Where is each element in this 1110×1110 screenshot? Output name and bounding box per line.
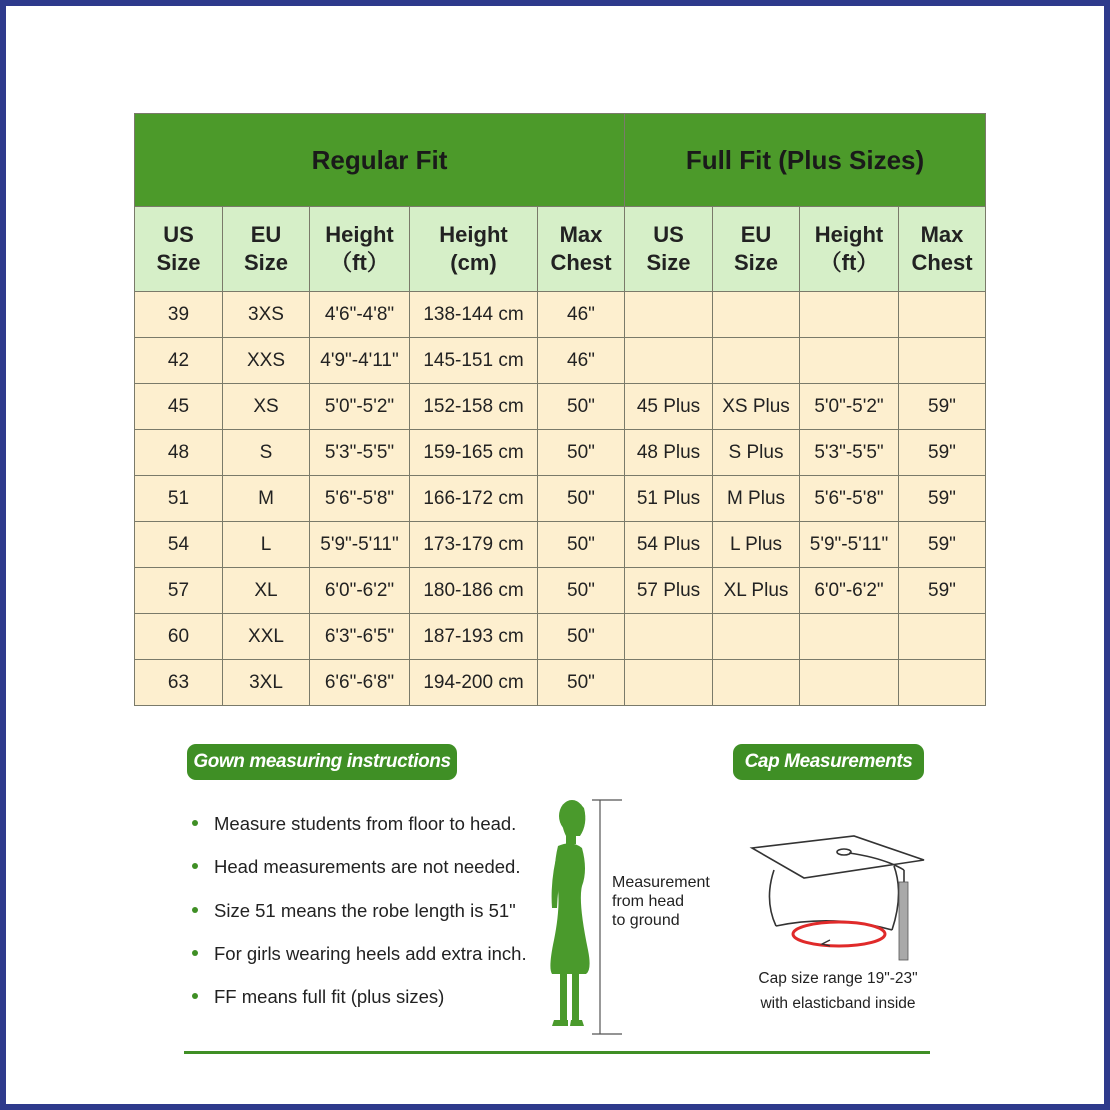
table-cell <box>625 660 713 706</box>
measurement-note-line-2: from head <box>612 893 685 910</box>
column-header-line: Height <box>439 222 508 247</box>
table-cell: 166-172 cm <box>410 476 538 522</box>
column-header-regular <box>310 207 410 292</box>
bullet-dot-icon <box>192 863 198 869</box>
table-row <box>135 614 986 660</box>
table-cell: XS Plus <box>713 384 800 430</box>
table-cell: 59" <box>899 476 986 522</box>
list-item <box>192 849 527 892</box>
table-cell: 48 <box>135 430 223 476</box>
column-header-line: (cm) <box>450 250 497 275</box>
table-cell: 4'9"-4'11" <box>310 338 410 384</box>
table-cell: 5'0"-5'2" <box>310 384 410 430</box>
column-header-line: Height <box>814 222 884 247</box>
table-cell: XS <box>223 384 310 430</box>
list-item <box>192 893 527 936</box>
table-cell: 50" <box>538 430 625 476</box>
table-cell: 5'6"-5'8" <box>800 476 899 522</box>
table-row <box>135 338 986 384</box>
column-header-regular <box>538 207 625 292</box>
table-cell: XXS <box>223 338 310 384</box>
table-body <box>135 292 986 706</box>
column-header-line: Chest <box>550 250 612 275</box>
column-header-line: Max <box>559 222 603 247</box>
bullet-text: FF means full fit (plus sizes) <box>214 986 445 1008</box>
table-cell: 45 <box>135 384 223 430</box>
size-table <box>134 113 986 706</box>
column-header-full <box>800 207 899 292</box>
table-row <box>135 660 986 706</box>
table-cell <box>713 338 800 384</box>
table-cell: M Plus <box>713 476 800 522</box>
table-cell: 6'6"-6'8" <box>310 660 410 706</box>
column-header-full <box>899 207 986 292</box>
table-cell: 63 <box>135 660 223 706</box>
table-cell: 59" <box>899 522 986 568</box>
table-cell: 46" <box>538 338 625 384</box>
measurement-note-line-3: to ground <box>612 912 680 929</box>
table-cell: 59" <box>899 568 986 614</box>
table-cell: 5'9"-5'11" <box>800 522 899 568</box>
table-cell: 6'0"-6'2" <box>800 568 899 614</box>
table-cell: 159-165 cm <box>410 430 538 476</box>
table-cell: 173-179 cm <box>410 522 538 568</box>
table-cell <box>625 614 713 660</box>
table-cell: 5'9"-5'11" <box>310 522 410 568</box>
table-row <box>135 384 986 430</box>
table-cell <box>800 338 899 384</box>
table-cell: 50" <box>538 476 625 522</box>
column-header-full <box>713 207 800 292</box>
measurement-note-line-1: Measurement <box>612 874 710 891</box>
table-cell: 59" <box>899 384 986 430</box>
table-cell: 5'0"-5'2" <box>800 384 899 430</box>
table-cell: 39 <box>135 292 223 338</box>
gown-instructions-heading: Gown measuring instructions <box>187 744 457 780</box>
table-cell: 187-193 cm <box>410 614 538 660</box>
bullet-text: Size 51 means the robe length is 51" <box>214 899 516 921</box>
list-item <box>192 806 527 849</box>
table-cell: 145-151 cm <box>410 338 538 384</box>
table-cell: 194-200 cm <box>410 660 538 706</box>
column-header-full <box>625 207 713 292</box>
gown-instructions-list <box>192 806 527 1022</box>
list-item <box>192 936 527 979</box>
column-header-line: （ft） <box>819 250 879 275</box>
table-cell: 48 Plus <box>625 430 713 476</box>
table-cell <box>625 338 713 384</box>
table-cell: 59" <box>899 430 986 476</box>
cap-size-note <box>744 966 932 1016</box>
table-cell <box>713 292 800 338</box>
bullet-dot-icon <box>192 820 198 826</box>
table-cell <box>899 614 986 660</box>
graduation-cap-icon <box>744 830 934 962</box>
table-cell: 42 <box>135 338 223 384</box>
table-cell <box>713 614 800 660</box>
full-fit-header: Full Fit (Plus Sizes) <box>625 114 986 207</box>
column-header-regular <box>135 207 223 292</box>
table-row <box>135 522 986 568</box>
column-header-line: （ft） <box>330 250 389 275</box>
list-item <box>192 979 527 1022</box>
column-header-line: EU <box>250 222 282 247</box>
table-cell: 5'6"-5'8" <box>310 476 410 522</box>
measurement-note <box>612 873 710 930</box>
table-cell <box>899 292 986 338</box>
table-cell: 50" <box>538 660 625 706</box>
table-cell: 50" <box>538 614 625 660</box>
column-header-line: EU <box>740 222 772 247</box>
column-header-regular <box>410 207 538 292</box>
column-header-line: Size <box>243 250 289 275</box>
table-cell: 3XL <box>223 660 310 706</box>
table-cell: S Plus <box>713 430 800 476</box>
table-cell <box>713 660 800 706</box>
column-header-line: Chest <box>911 250 973 275</box>
table-cell: 3XS <box>223 292 310 338</box>
cap-size-range: Cap size range 19"-23" <box>758 970 918 987</box>
column-header-line: Max <box>920 222 964 247</box>
table-cell: 45 Plus <box>625 384 713 430</box>
column-header-line: US <box>653 222 684 247</box>
table-cell: 6'3"-6'5" <box>310 614 410 660</box>
table-cell: 54 <box>135 522 223 568</box>
table-cell: 60 <box>135 614 223 660</box>
table-cell: 50" <box>538 384 625 430</box>
table-cell: 138-144 cm <box>410 292 538 338</box>
table-row <box>135 292 986 338</box>
table-cell: 5'3"-5'5" <box>800 430 899 476</box>
table-cell: 50" <box>538 522 625 568</box>
column-header-line: Size <box>646 250 691 275</box>
column-header-line: Size <box>156 250 201 275</box>
table-cell <box>800 660 899 706</box>
table-cell: XXL <box>223 614 310 660</box>
cap-measurements-heading: Cap Measurements <box>733 744 924 780</box>
table-cell: 51 <box>135 476 223 522</box>
table-cell: L Plus <box>713 522 800 568</box>
table-cell: 57 Plus <box>625 568 713 614</box>
table-cell: 46" <box>538 292 625 338</box>
column-header-line: Height <box>325 222 394 247</box>
bottom-divider <box>184 1051 930 1054</box>
bullet-dot-icon <box>192 950 198 956</box>
table-cell: 54 Plus <box>625 522 713 568</box>
table-row <box>135 476 986 522</box>
regular-fit-header: Regular Fit <box>135 114 625 207</box>
column-header-row <box>135 207 986 292</box>
table-cell: 50" <box>538 568 625 614</box>
bullet-dot-icon <box>192 993 198 999</box>
table-cell: 5'3"-5'5" <box>310 430 410 476</box>
table-row <box>135 430 986 476</box>
bullet-text: Measure students from floor to head. <box>214 813 517 834</box>
table-cell: 4'6"-4'8" <box>310 292 410 338</box>
bullet-dot-icon <box>192 907 198 913</box>
bullet-text: For girls wearing heels add extra inch. <box>214 942 527 964</box>
table-cell: 51 Plus <box>625 476 713 522</box>
table-cell <box>800 292 899 338</box>
table-cell <box>800 614 899 660</box>
table-cell <box>899 338 986 384</box>
table-cell: 6'0"-6'2" <box>310 568 410 614</box>
bullet-text: Head measurements are not needed. <box>214 856 521 878</box>
column-header-regular <box>223 207 310 292</box>
cap-elastic-note: with elasticband inside <box>760 995 916 1012</box>
table-cell: 180-186 cm <box>410 568 538 614</box>
size-chart-frame <box>6 6 1104 1104</box>
table-cell: XL <box>223 568 310 614</box>
column-header-line: Size <box>733 250 779 275</box>
table-cell: XL Plus <box>713 568 800 614</box>
table-cell: 152-158 cm <box>410 384 538 430</box>
table-row <box>135 568 986 614</box>
table-cell: M <box>223 476 310 522</box>
column-header-line: US <box>163 222 194 247</box>
table-cell: S <box>223 430 310 476</box>
table-cell <box>625 292 713 338</box>
table-cell <box>899 660 986 706</box>
table-cell: 57 <box>135 568 223 614</box>
table-cell: L <box>223 522 310 568</box>
